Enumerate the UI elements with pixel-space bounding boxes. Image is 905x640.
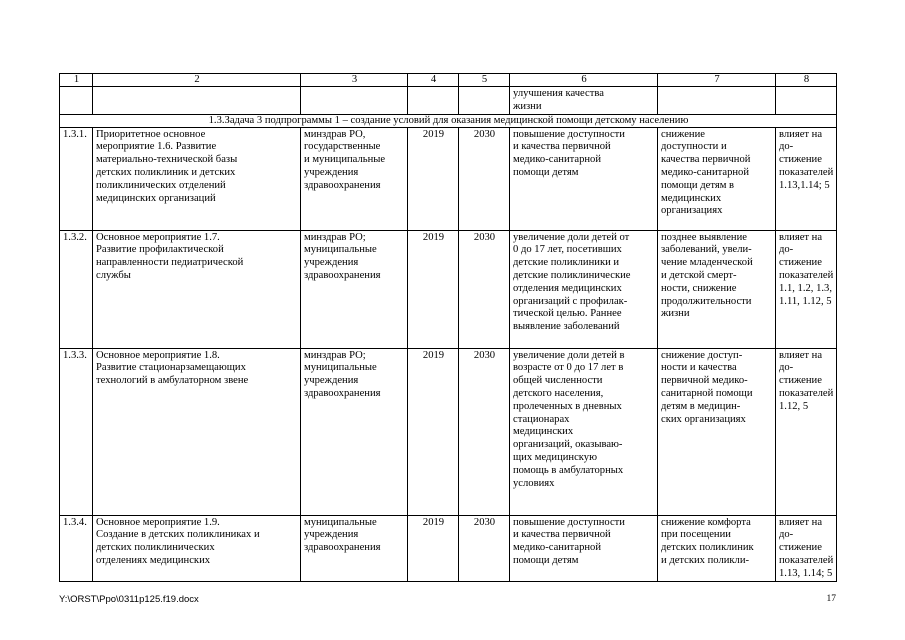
section-title-row: [60, 114, 837, 127]
start-year: 2019: [408, 515, 459, 581]
executor: минздрав РО; муниципальные учреждения здравоохранения: [301, 348, 408, 515]
table-row: [60, 127, 837, 230]
expected-result: повышение доступности и качества первичной медико-санитарной помощи детям: [510, 515, 658, 581]
column-number: 7: [658, 74, 776, 87]
item-number: 1.3.4.: [60, 515, 93, 581]
measure-name: Основное мероприятие 1.7. Развитие профилактической направленности педиатрической службы: [93, 230, 301, 348]
expected-result: увеличение доли детей в возрасте от 0 до 17 лет в общей численности детского населения, пролеченных в дневных стационарах медицинских организаций, оказываю- щих медицинскую помощь в амбулаторных условиях: [510, 348, 658, 515]
indicator-link: влияет на до- стижение показателей 1.13,1.14; 5: [776, 127, 837, 230]
column-number-row: [60, 74, 837, 87]
end-year: 2030: [459, 515, 510, 581]
item-number: 1.3.2.: [60, 230, 93, 348]
start-year: 2019: [408, 348, 459, 515]
table-row: [60, 230, 837, 348]
expected-result: повышение доступности и качества первичной медико-санитарной помощи детям: [510, 127, 658, 230]
column-number: 4: [408, 74, 459, 87]
empty-cell: [776, 87, 837, 115]
column-number: 2: [93, 74, 301, 87]
measure-name: Основное мероприятие 1.9. Создание в детских поликлиниках и детских поликлинических отделениях медицинских: [93, 515, 301, 581]
column-number: 8: [776, 74, 837, 87]
consequence: снижение доступности и качества первичной медико-санитарной помощи детям в медицинских организациях: [658, 127, 776, 230]
expected-result: увеличение доли детей от 0 до 17 лет, посетивших детские поликлиники и детские поликлинические отделения медицинских организаций с профилак- тической целью. Раннее выявление заболеваний: [510, 230, 658, 348]
column-number: 6: [510, 74, 658, 87]
end-year: 2030: [459, 127, 510, 230]
item-number: 1.3.1.: [60, 127, 93, 230]
start-year: 2019: [408, 127, 459, 230]
section-title: 1.3.Задача 3 подпрограммы 1 – создание условий для оказания медицинской помощи детскому населению: [60, 114, 837, 127]
indicator-link: влияет на до- стижение показателей 1.13, 1.14; 5: [776, 515, 837, 581]
page-number: 17: [826, 594, 836, 604]
empty-cell: [408, 87, 459, 115]
empty-cell: [301, 87, 408, 115]
indicator-link: влияет на до- стижение показателей 1.12, 5: [776, 348, 837, 515]
file-path: Y:\ORST\Ppo\0311p125.f19.docx: [59, 594, 199, 605]
column-number: 3: [301, 74, 408, 87]
consequence: позднее выявление заболеваний, увели- чение младенческой и детской смерт- ности, снижение продолжительности жизни: [658, 230, 776, 348]
item-number: 1.3.3.: [60, 348, 93, 515]
empty-cell: [60, 87, 93, 115]
empty-cell: [93, 87, 301, 115]
result-cell: улучшения качества жизни: [510, 87, 658, 115]
table-row: [60, 348, 837, 515]
end-year: 2030: [459, 230, 510, 348]
indicator-link: влияет на до- стижение показателей 1.1, 1.2, 1.3, 1.11, 1.12, 5: [776, 230, 837, 348]
executor: минздрав РО, государственные и муниципальные учреждения здравоохранения: [301, 127, 408, 230]
empty-cell: [459, 87, 510, 115]
executor: муниципальные учреждения здравоохранения: [301, 515, 408, 581]
column-number: 1: [60, 74, 93, 87]
table-row: [60, 515, 837, 581]
end-year: 2030: [459, 348, 510, 515]
executor: минздрав РО; муниципальные учреждения здравоохранения: [301, 230, 408, 348]
empty-cell: [658, 87, 776, 115]
measure-name: Основное мероприятие 1.8. Развитие стационарзамещающих технологий в амбулаторном звене: [93, 348, 301, 515]
consequence: снижение комфорта при посещении детских поликлиник и детских поликли-: [658, 515, 776, 581]
measure-name: Приоритетное основное мероприятие 1.6. Развитие материально-технической базы детских поликлиник и детских поликлинических отделений медицинских организаций: [93, 127, 301, 230]
continued-row: [60, 87, 837, 115]
program-table: [59, 73, 837, 582]
consequence: снижение доступ- ности и качества первичной медико- санитарной помощи детям в медицин- ских организациях: [658, 348, 776, 515]
column-number: 5: [459, 74, 510, 87]
start-year: 2019: [408, 230, 459, 348]
